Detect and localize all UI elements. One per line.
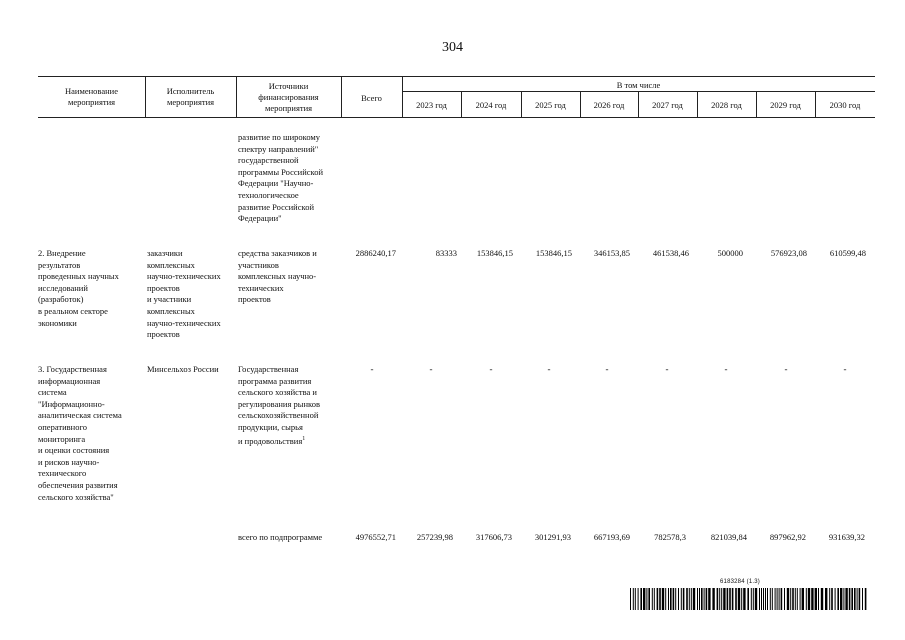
row-value: 576923,08	[770, 248, 807, 258]
row-value: -	[665, 364, 669, 374]
barcode-bar	[640, 588, 642, 610]
barcode-bar	[802, 588, 804, 610]
barcode-bar	[818, 588, 819, 610]
header-including: В том числе	[616, 80, 661, 90]
barcode-bar	[630, 588, 631, 610]
barcode-bar	[741, 588, 742, 610]
barcode-bar	[843, 588, 844, 610]
barcode-bar	[712, 588, 714, 610]
barcode-bar	[652, 588, 653, 610]
barcode-bar	[767, 588, 768, 610]
barcode-bar	[837, 588, 839, 610]
barcode-bar	[706, 588, 708, 610]
barcode-bar	[704, 588, 705, 610]
barcode-bar	[781, 588, 783, 610]
barcode-bar	[732, 588, 734, 610]
barcode-bar	[657, 588, 659, 610]
header-year: 2030 год	[829, 100, 861, 110]
barcode-bar	[790, 588, 791, 610]
total-row-value: 667193,69	[593, 532, 630, 542]
barcode-bar	[743, 588, 745, 610]
barcode-bar	[821, 588, 823, 610]
barcode-bar	[654, 588, 655, 610]
barcode-bar	[738, 588, 740, 610]
row-executor: заказчики комплексных научно-технических проектов и участники комплексных научно-технических проектов	[147, 248, 221, 340]
row-value: -	[605, 364, 609, 374]
header-year: 2025 год	[535, 100, 566, 110]
barcode-bar	[662, 588, 664, 610]
barcode-bar	[635, 588, 636, 610]
total-row-value: 931639,32	[828, 532, 865, 542]
barcode-bar	[797, 588, 798, 610]
row-value: 153846,15	[476, 248, 513, 258]
total-row-value: 782578,3	[654, 532, 686, 542]
barcode-bar	[727, 588, 729, 610]
barcode-bar	[719, 588, 720, 610]
row-value: -	[547, 364, 551, 374]
barcode-bar	[831, 588, 833, 610]
row-value: 610599,48	[829, 248, 866, 258]
header-name: Наименование мероприятия	[65, 86, 118, 107]
row-value: -	[843, 364, 847, 374]
barcode-bar	[859, 588, 861, 610]
barcode-bar	[689, 588, 690, 610]
barcode-bar	[857, 588, 858, 610]
barcode-bar	[795, 588, 796, 610]
barcode-bar	[675, 588, 676, 610]
barcode-bar	[862, 588, 863, 610]
header-year: 2028 год	[711, 100, 742, 110]
barcode-bar	[755, 588, 757, 610]
barcode-bar	[686, 588, 688, 610]
barcode-bar	[648, 588, 650, 610]
barcode-bar	[865, 588, 867, 610]
footnote-marker: 1	[302, 435, 306, 442]
barcode	[630, 588, 870, 610]
row-value: 346153,85	[593, 248, 630, 258]
row-value: -	[489, 364, 493, 374]
header-bottom-rule	[38, 117, 875, 118]
total-row-value: 897962,92	[769, 532, 806, 542]
barcode-bar	[772, 588, 773, 610]
row-sources: развитие по широкому спектру направлений" государственной программы Российской Федерации "Научно- технологическое развитие Российской Федерации"	[238, 132, 324, 224]
barcode-number: 6183284 (1.3)	[720, 579, 760, 585]
row-value: -	[724, 364, 728, 374]
barcode-bar	[787, 588, 789, 610]
barcode-bar	[829, 588, 830, 610]
barcode-bar	[811, 588, 813, 610]
barcode-bar	[697, 588, 698, 610]
barcode-bar	[779, 588, 780, 610]
row-name: 2. Внедрение результатов проведенных научных исследований (разработок) в реальном секторе экономики	[38, 248, 119, 328]
barcode-bar	[854, 588, 856, 610]
barcode-bar	[747, 588, 749, 610]
barcode-bar	[691, 588, 692, 610]
row-total: 2886240,17	[355, 248, 396, 258]
barcode-bar	[835, 588, 836, 610]
barcode-bar	[753, 588, 754, 610]
total-row-value: 821039,84	[710, 532, 747, 542]
barcode-bar	[849, 588, 851, 610]
row-sources: Государственная программа развития сельского хозяйства и регулирования рынков сельскохозяйственной продукции, сырья и продовольствия$^1$	[238, 364, 320, 446]
row-name: 3. Государственная информационная система "Информационно- аналитическая система оперативного мониторинга и оценки состояния и рисков научно- технического обеспечения развития сельского хозяйства"	[38, 364, 122, 502]
header-year: 2024 год	[475, 100, 507, 110]
barcode-bar	[770, 588, 771, 610]
barcode-bar	[840, 588, 842, 610]
header-top-rule	[38, 76, 875, 77]
row-sources: средства заказчиков и участников комплексных научно- технических проектов	[238, 248, 317, 305]
header-sources: Источники финансирования мероприятия	[258, 81, 319, 113]
barcode-bar	[721, 588, 722, 610]
barcode-bar	[643, 588, 645, 610]
page-number: 304	[442, 40, 463, 55]
header-year: 2029 год	[770, 100, 801, 110]
barcode-bar	[729, 588, 731, 610]
total-row-value: 257239,98	[416, 532, 453, 542]
barcode-bar	[693, 588, 695, 610]
barcode-bar	[646, 588, 647, 610]
barcode-bar	[708, 588, 710, 610]
header-year: 2023 год	[416, 100, 447, 110]
barcode-bar	[806, 588, 807, 610]
barcode-bar	[665, 588, 666, 610]
row-value: 153846,15	[535, 248, 572, 258]
header-total: Всего	[361, 93, 382, 103]
row-value: -	[784, 364, 788, 374]
barcode-bar	[670, 588, 672, 610]
row-executor: Минсельхоз России	[147, 364, 219, 374]
total-row-label: всего по подпрограмме	[238, 532, 323, 542]
barcode-bar	[699, 588, 700, 610]
barcode-bar	[638, 588, 639, 610]
row-value: 83333	[435, 248, 457, 258]
barcode-bar	[800, 588, 801, 610]
barcode-bar	[845, 588, 847, 610]
barcode-bar	[775, 588, 776, 610]
barcode-bar	[792, 588, 794, 610]
barcode-bar	[681, 588, 682, 610]
header-year: 2026 год	[593, 100, 625, 110]
barcode-bar	[633, 588, 634, 610]
barcode-bar	[851, 588, 853, 610]
barcode-bar	[723, 588, 725, 610]
barcode-bar	[751, 588, 752, 610]
barcode-bar	[673, 588, 675, 610]
barcode-bar	[777, 588, 778, 610]
barcode-bar	[759, 588, 760, 610]
barcode-bar	[678, 588, 679, 610]
row-value: 461538,46	[652, 248, 689, 258]
barcode-bar	[784, 588, 785, 610]
barcode-bar	[765, 588, 766, 610]
header-executor: Исполнитель мероприятия	[166, 86, 215, 107]
row-value: 500000	[717, 248, 743, 258]
row-total: -	[370, 364, 374, 374]
barcode-bar	[825, 588, 827, 610]
header-year: 2027 год	[652, 100, 683, 110]
barcode-bar	[735, 588, 737, 610]
barcode-bar	[683, 588, 685, 610]
barcode-bar	[717, 588, 719, 610]
barcode-bar	[815, 588, 817, 610]
barcode-bar	[668, 588, 669, 610]
barcode-bar	[761, 588, 762, 610]
total-row-total: 4976552,71	[355, 532, 396, 542]
total-row-value: 317606,73	[475, 532, 512, 542]
barcode-bar	[701, 588, 703, 610]
barcode-bar	[659, 588, 661, 610]
total-row-value: 301291,93	[534, 532, 571, 542]
barcode-bar	[763, 588, 764, 610]
barcode-bar	[808, 588, 810, 610]
row-value: -	[429, 364, 433, 374]
